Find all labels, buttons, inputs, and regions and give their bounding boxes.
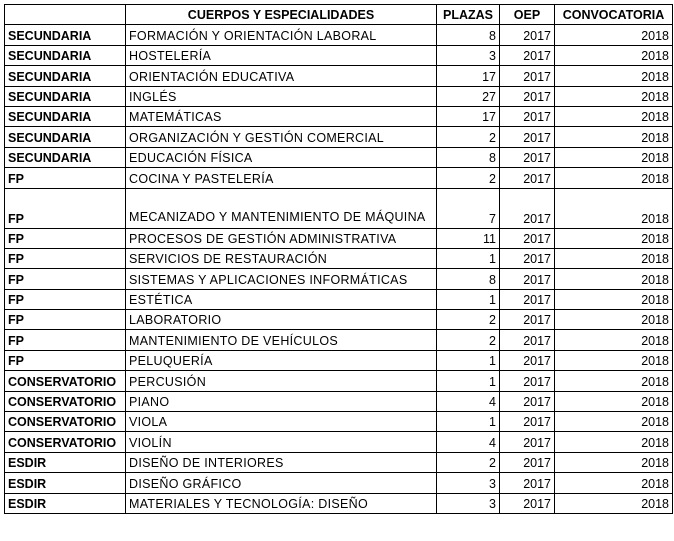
especialidad-cell: PIANO bbox=[126, 391, 437, 411]
table-row bbox=[5, 25, 673, 45]
convocatoria-cell: 2018 bbox=[555, 147, 673, 167]
convocatoria-cell: 2018 bbox=[555, 452, 673, 472]
cuerpo-cell: SECUNDARIA bbox=[5, 45, 126, 65]
table-row bbox=[5, 289, 673, 309]
especialidad-cell: COCINA Y PASTELERÍA bbox=[126, 168, 437, 188]
cuerpo-cell: CONSERVATORIO bbox=[5, 371, 126, 391]
plazas-cell: 2 bbox=[437, 310, 500, 330]
convocatoria-cell: 2018 bbox=[555, 330, 673, 350]
oep-cell: 2017 bbox=[500, 330, 555, 350]
cuerpo-cell: CONSERVATORIO bbox=[5, 432, 126, 452]
table-row bbox=[5, 248, 673, 268]
plazas-table bbox=[4, 4, 673, 514]
oep-cell: 2017 bbox=[500, 106, 555, 126]
especialidad-cell: DISEÑO GRÁFICO bbox=[126, 473, 437, 493]
oep-cell: 2017 bbox=[500, 188, 555, 228]
cuerpo-cell: SECUNDARIA bbox=[5, 66, 126, 86]
table-row bbox=[5, 330, 673, 350]
convocatoria-cell: 2018 bbox=[555, 127, 673, 147]
convocatoria-cell: 2018 bbox=[555, 371, 673, 391]
especialidad-cell: SERVICIOS DE RESTAURACIÓN bbox=[126, 248, 437, 268]
plazas-cell: 8 bbox=[437, 269, 500, 289]
cuerpo-cell: CONSERVATORIO bbox=[5, 412, 126, 432]
oep-cell: 2017 bbox=[500, 248, 555, 268]
table-row bbox=[5, 412, 673, 432]
cuerpo-cell: ESDIR bbox=[5, 493, 126, 513]
plazas-cell: 1 bbox=[437, 248, 500, 268]
plazas-cell: 3 bbox=[437, 493, 500, 513]
plazas-cell: 17 bbox=[437, 106, 500, 126]
table-row bbox=[5, 188, 673, 228]
cuerpo-cell: SECUNDARIA bbox=[5, 86, 126, 106]
especialidad-cell: PERCUSIÓN bbox=[126, 371, 437, 391]
header-convocatoria: CONVOCATORIA bbox=[555, 5, 673, 25]
plazas-cell: 8 bbox=[437, 25, 500, 45]
cuerpo-cell: ESDIR bbox=[5, 452, 126, 472]
plazas-cell: 3 bbox=[437, 45, 500, 65]
plazas-cell: 11 bbox=[437, 228, 500, 248]
convocatoria-cell: 2018 bbox=[555, 391, 673, 411]
plazas-cell: 17 bbox=[437, 66, 500, 86]
table-row bbox=[5, 350, 673, 370]
oep-cell: 2017 bbox=[500, 493, 555, 513]
plazas-cell: 2 bbox=[437, 452, 500, 472]
cuerpo-cell: SECUNDARIA bbox=[5, 147, 126, 167]
plazas-cell: 8 bbox=[437, 147, 500, 167]
especialidad-cell: INGLÉS bbox=[126, 86, 437, 106]
oep-cell: 2017 bbox=[500, 86, 555, 106]
oep-cell: 2017 bbox=[500, 371, 555, 391]
plazas-cell: 1 bbox=[437, 289, 500, 309]
convocatoria-cell: 2018 bbox=[555, 412, 673, 432]
table-row bbox=[5, 106, 673, 126]
oep-cell: 2017 bbox=[500, 412, 555, 432]
oep-cell: 2017 bbox=[500, 350, 555, 370]
especialidad-cell: PELUQUERÍA bbox=[126, 350, 437, 370]
cuerpo-cell: FP bbox=[5, 269, 126, 289]
table-row bbox=[5, 45, 673, 65]
oep-cell: 2017 bbox=[500, 168, 555, 188]
convocatoria-cell: 2018 bbox=[555, 228, 673, 248]
table-row bbox=[5, 86, 673, 106]
especialidad-cell: MATEMÁTICAS bbox=[126, 106, 437, 126]
table-body bbox=[5, 25, 673, 514]
cuerpo-cell: FP bbox=[5, 248, 126, 268]
table-row bbox=[5, 168, 673, 188]
table-row bbox=[5, 269, 673, 289]
table-row bbox=[5, 452, 673, 472]
convocatoria-cell: 2018 bbox=[555, 66, 673, 86]
especialidad-cell: LABORATORIO bbox=[126, 310, 437, 330]
plazas-cell: 4 bbox=[437, 391, 500, 411]
header-cuerpo bbox=[5, 5, 126, 25]
header-oep: OEP bbox=[500, 5, 555, 25]
oep-cell: 2017 bbox=[500, 391, 555, 411]
cuerpo-cell: FP bbox=[5, 350, 126, 370]
convocatoria-cell: 2018 bbox=[555, 168, 673, 188]
especialidad-cell: VIOLÍN bbox=[126, 432, 437, 452]
especialidad-cell: EDUCACIÓN FÍSICA bbox=[126, 147, 437, 167]
especialidad-cell: MANTENIMIENTO DE VEHÍCULOS bbox=[126, 330, 437, 350]
cuerpo-cell: FP bbox=[5, 330, 126, 350]
plazas-cell: 4 bbox=[437, 432, 500, 452]
oep-cell: 2017 bbox=[500, 25, 555, 45]
especialidad-cell: HOSTELERÍA bbox=[126, 45, 437, 65]
especialidad-cell: ESTÉTICA bbox=[126, 289, 437, 309]
convocatoria-cell: 2018 bbox=[555, 310, 673, 330]
cuerpo-cell: FP bbox=[5, 228, 126, 248]
table-row bbox=[5, 371, 673, 391]
plazas-cell: 2 bbox=[437, 127, 500, 147]
plazas-cell: 1 bbox=[437, 371, 500, 391]
especialidad-cell: DISEÑO DE INTERIORES bbox=[126, 452, 437, 472]
oep-cell: 2017 bbox=[500, 289, 555, 309]
especialidad-cell: MECANIZADO Y MANTENIMIENTO DE MÁQUINA bbox=[126, 188, 437, 228]
cuerpo-cell: CONSERVATORIO bbox=[5, 391, 126, 411]
table-row bbox=[5, 147, 673, 167]
table-row bbox=[5, 310, 673, 330]
especialidad-cell: FORMACIÓN Y ORIENTACIÓN LABORAL bbox=[126, 25, 437, 45]
header-especialidades: CUERPOS Y ESPECIALIDADES bbox=[126, 5, 437, 25]
cuerpo-cell: FP bbox=[5, 310, 126, 330]
cuerpo-cell: FP bbox=[5, 188, 126, 228]
table-row bbox=[5, 127, 673, 147]
oep-cell: 2017 bbox=[500, 432, 555, 452]
convocatoria-cell: 2018 bbox=[555, 25, 673, 45]
cuerpo-cell: FP bbox=[5, 168, 126, 188]
plazas-cell: 2 bbox=[437, 168, 500, 188]
convocatoria-cell: 2018 bbox=[555, 188, 673, 228]
convocatoria-cell: 2018 bbox=[555, 248, 673, 268]
especialidad-cell: ORGANIZACIÓN Y GESTIÓN COMERCIAL bbox=[126, 127, 437, 147]
oep-cell: 2017 bbox=[500, 269, 555, 289]
cuerpo-cell: ESDIR bbox=[5, 473, 126, 493]
table-row bbox=[5, 391, 673, 411]
cuerpo-cell: SECUNDARIA bbox=[5, 127, 126, 147]
especialidad-cell: MATERIALES Y TECNOLOGÍA: DISEÑO bbox=[126, 493, 437, 513]
plazas-cell: 2 bbox=[437, 330, 500, 350]
table-header-row bbox=[5, 5, 673, 25]
especialidad-cell: PROCESOS DE GESTIÓN ADMINISTRATIVA bbox=[126, 228, 437, 248]
oep-cell: 2017 bbox=[500, 66, 555, 86]
oep-cell: 2017 bbox=[500, 45, 555, 65]
plazas-cell: 7 bbox=[437, 188, 500, 228]
plazas-cell: 1 bbox=[437, 412, 500, 432]
plazas-cell: 27 bbox=[437, 86, 500, 106]
table-row bbox=[5, 493, 673, 513]
convocatoria-cell: 2018 bbox=[555, 493, 673, 513]
especialidad-cell: VIOLA bbox=[126, 412, 437, 432]
convocatoria-cell: 2018 bbox=[555, 350, 673, 370]
oep-cell: 2017 bbox=[500, 147, 555, 167]
oep-cell: 2017 bbox=[500, 228, 555, 248]
especialidad-cell: ORIENTACIÓN EDUCATIVA bbox=[126, 66, 437, 86]
oep-cell: 2017 bbox=[500, 127, 555, 147]
table-row bbox=[5, 228, 673, 248]
oep-cell: 2017 bbox=[500, 452, 555, 472]
table-row bbox=[5, 66, 673, 86]
cuerpo-cell: FP bbox=[5, 289, 126, 309]
convocatoria-cell: 2018 bbox=[555, 45, 673, 65]
cuerpo-cell: SECUNDARIA bbox=[5, 25, 126, 45]
convocatoria-cell: 2018 bbox=[555, 86, 673, 106]
table-row bbox=[5, 473, 673, 493]
oep-cell: 2017 bbox=[500, 310, 555, 330]
table-row bbox=[5, 432, 673, 452]
convocatoria-cell: 2018 bbox=[555, 289, 673, 309]
plazas-cell: 3 bbox=[437, 473, 500, 493]
plazas-cell: 1 bbox=[437, 350, 500, 370]
convocatoria-cell: 2018 bbox=[555, 473, 673, 493]
convocatoria-cell: 2018 bbox=[555, 106, 673, 126]
cuerpo-cell: SECUNDARIA bbox=[5, 106, 126, 126]
header-plazas: PLAZAS bbox=[437, 5, 500, 25]
especialidad-cell: SISTEMAS Y APLICACIONES INFORMÁTICAS bbox=[126, 269, 437, 289]
convocatoria-cell: 2018 bbox=[555, 269, 673, 289]
oep-cell: 2017 bbox=[500, 473, 555, 493]
convocatoria-cell: 2018 bbox=[555, 432, 673, 452]
